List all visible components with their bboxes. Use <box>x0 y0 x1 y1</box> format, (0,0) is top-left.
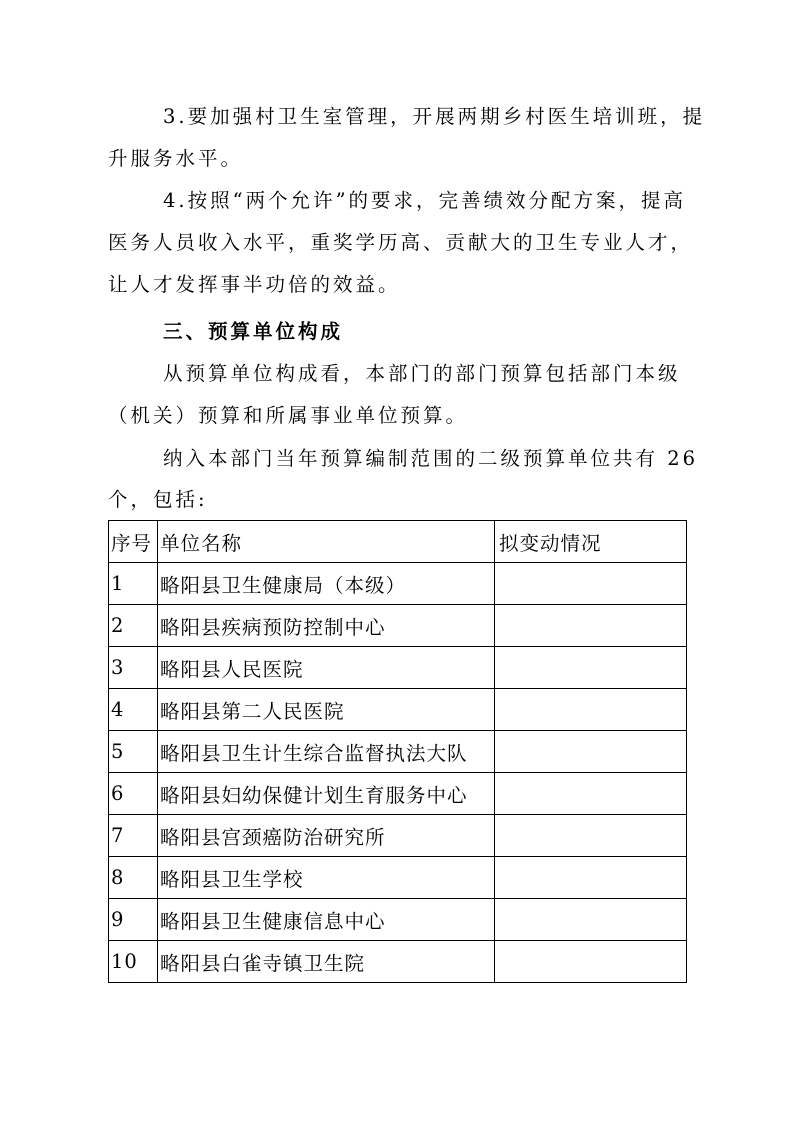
row-index: 8 <box>109 857 158 899</box>
row-index: 6 <box>109 773 158 815</box>
table-row <box>109 773 687 815</box>
header-planned-change: 拟变动情况 <box>495 521 687 563</box>
table-row <box>109 857 687 899</box>
table-row <box>109 899 687 941</box>
header-index: 序号 <box>109 521 158 563</box>
table-row <box>109 941 687 983</box>
header-unit-name: 单位名称 <box>158 521 495 563</box>
row-unit-name: 略阳县白雀寺镇卫生院 <box>158 941 495 983</box>
budget-units-table <box>108 520 687 983</box>
row-planned-change <box>495 815 687 857</box>
row-index: 5 <box>109 731 158 773</box>
row-planned-change <box>495 941 687 983</box>
row-planned-change <box>495 857 687 899</box>
row-unit-name: 略阳县妇幼保健计划生育服务中心 <box>158 773 495 815</box>
composition-text-line2: （机关）预算和所属事业单位预算。 <box>108 404 469 427</box>
row-unit-name: 略阳县宫颈癌防治研究所 <box>158 815 495 857</box>
row-planned-change <box>495 563 687 605</box>
scope-text-line2: 个，包括: <box>108 488 208 511</box>
row-planned-change <box>495 731 687 773</box>
row-index: 9 <box>109 899 158 941</box>
row-unit-name: 略阳县卫生健康信息中心 <box>158 899 495 941</box>
item3-text-line2: 升服务水平。 <box>108 147 244 170</box>
scope-text-line1: 纳入本部门当年预算编制范围的二级预算单位共有 26 <box>163 447 699 470</box>
row-index: 10 <box>109 941 158 983</box>
row-unit-name: 略阳县卫生学校 <box>158 857 495 899</box>
row-planned-change <box>495 689 687 731</box>
table-row <box>109 605 687 647</box>
row-unit-name: 略阳县疾病预防控制中心 <box>158 605 495 647</box>
row-index: 2 <box>109 605 158 647</box>
row-index: 7 <box>109 815 158 857</box>
row-unit-name: 略阳县人民医院 <box>158 647 495 689</box>
row-index: 3 <box>109 647 158 689</box>
row-planned-change <box>495 605 687 647</box>
row-planned-change <box>495 773 687 815</box>
composition-text-line1: 从预算单位构成看，本部门的部门预算包括部门本级 <box>163 362 681 385</box>
row-index: 4 <box>109 689 158 731</box>
table-header-row <box>109 521 687 563</box>
table-row <box>109 731 687 773</box>
table-row <box>109 563 687 605</box>
table-row <box>109 647 687 689</box>
section-heading: 三、预算单位构成 <box>163 320 344 343</box>
item4-text-line1: 4.按照“两个允许”的要求，完善绩效分配方案，提高 <box>163 189 687 212</box>
row-planned-change <box>495 647 687 689</box>
row-unit-name: 略阳县卫生健康局（本级） <box>158 563 495 605</box>
row-planned-change <box>495 899 687 941</box>
row-unit-name: 略阳县卫生计生综合监督执法大队 <box>158 731 495 773</box>
table-row <box>109 689 687 731</box>
row-unit-name: 略阳县第二人民医院 <box>158 689 495 731</box>
item3-text-line1: 3.要加强村卫生室管理，开展两期乡村医生培训班，提 <box>163 105 706 128</box>
row-index: 1 <box>109 563 158 605</box>
item4-text-line3: 让人才发挥事半功倍的效益。 <box>108 273 401 296</box>
item4-text-line2: 医务人员收入水平，重奖学历高、贡献大的卫生专业人才， <box>108 231 694 254</box>
table-row <box>109 815 687 857</box>
